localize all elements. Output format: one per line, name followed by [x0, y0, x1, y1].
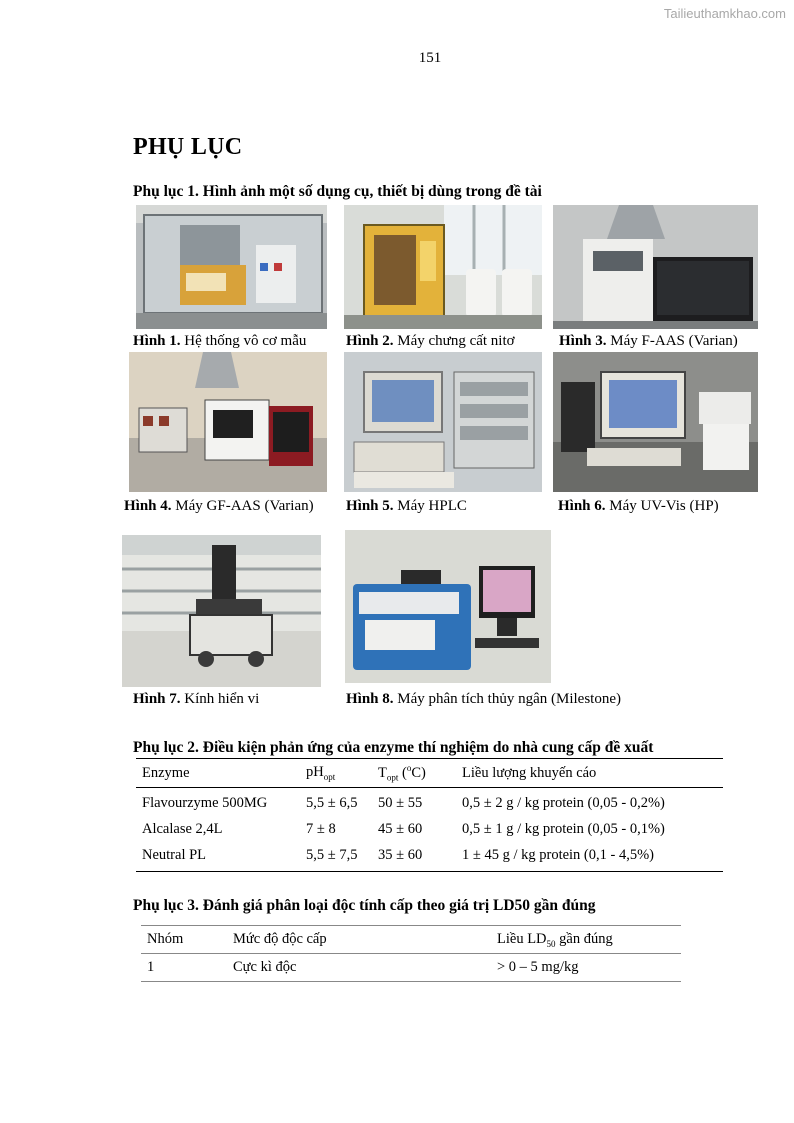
- cell-dose: 0,5 ± 2 g / kg protein (0,05 - 0,2%): [462, 795, 665, 812]
- table-header-row: [136, 759, 723, 788]
- cell-enzyme: Neutral PL: [142, 846, 207, 863]
- table-row: [136, 788, 723, 816]
- cell-ph: 5,5 ± 7,5: [306, 846, 358, 863]
- photo-sample-digestion-system: [136, 205, 327, 329]
- column-header-group: Nhóm: [147, 931, 184, 947]
- watermark: Tailieuthamkhao.com: [663, 6, 786, 21]
- enzyme-conditions-table: [136, 758, 723, 872]
- column-header-dose: Liều lượng khuyến cáo: [462, 764, 597, 781]
- column-header-enzyme: Enzyme: [142, 764, 190, 781]
- photo-mercury-analyzer: [345, 530, 551, 683]
- cell-dose: 1 ± 45 g / kg protein (0,1 - 4,5%): [462, 846, 654, 863]
- cell-dose: 0,5 ± 1 g / kg protein (0,05 - 0,1%): [462, 821, 665, 837]
- caption-figure-4: Hình 4. Máy GF-AAS (Varian): [124, 498, 314, 514]
- cell-ld50: > 0 – 5 mg/kg: [497, 959, 579, 975]
- table-row: [136, 816, 723, 844]
- caption-figure-6: Hình 6. Máy UV-Vis (HP): [558, 498, 719, 514]
- caption-figure-1: Hình 1. Hệ thống vô cơ mẫu: [133, 333, 307, 349]
- caption-figure-2: Hình 2. Máy chưng cất nitơ: [346, 333, 515, 349]
- cell-group: 1: [147, 959, 155, 975]
- photo-uv-vis: [553, 352, 758, 492]
- cell-enzyme: Flavourzyme 500MG: [142, 795, 268, 812]
- cell-enzyme: Alcalase 2,4L: [142, 821, 223, 837]
- appendix-1-title: Phụ lục 1. Hình ảnh một số dụng cụ, thiết bị dùng trong đề tài: [133, 183, 542, 200]
- appendix-2-title: Phụ lục 2. Điều kiện phản ứng của enzyme thí nghiệm do nhà cung cấp đề xuất: [133, 739, 654, 756]
- photo-f-aas: [553, 205, 758, 329]
- caption-figure-5: Hình 5. Máy HPLC: [346, 498, 467, 514]
- caption-figure-3: Hình 3. Máy F-AAS (Varian): [559, 333, 738, 349]
- table-row: [141, 954, 681, 982]
- photo-nitrogen-distiller: [344, 205, 542, 329]
- cell-toxicity-level: Cực kì độc: [233, 959, 297, 975]
- cell-ph: 5,5 ± 6,5: [306, 795, 358, 812]
- caption-figure-7: Hình 7. Kính hiển vi: [133, 691, 260, 707]
- cell-temperature: 35 ± 60: [378, 846, 423, 863]
- column-header-toxicity-level: Mức độ độc cấp: [233, 931, 327, 947]
- table-header-row: [141, 926, 681, 954]
- column-header-temperature: $T_{opt}$ ($^o$C): [378, 763, 426, 783]
- appendix-3-title: Phụ lục 3. Đánh giá phân loại độc tính cấp theo giá trị LD50 gần đúng: [133, 897, 596, 914]
- column-header-ld50: Liều $LD_{50}$ gần đúng: [497, 930, 613, 949]
- page-number: 151: [418, 50, 442, 66]
- photo-microscope: [122, 535, 321, 687]
- cell-temperature: 50 ± 55: [378, 795, 423, 812]
- photo-gf-aas: [129, 352, 327, 492]
- page-heading: PHỤ LỤC: [133, 134, 243, 160]
- caption-figure-8: Hình 8. Máy phân tích thủy ngân (Milestone): [346, 691, 621, 707]
- table-row: [136, 844, 723, 872]
- photo-hplc: [344, 352, 542, 492]
- toxicity-classification-table: [141, 925, 681, 982]
- cell-ph: 7 ± 8: [306, 821, 336, 837]
- column-header-ph: $pH_{opt}$: [306, 764, 336, 782]
- cell-temperature: 45 ± 60: [378, 821, 423, 837]
